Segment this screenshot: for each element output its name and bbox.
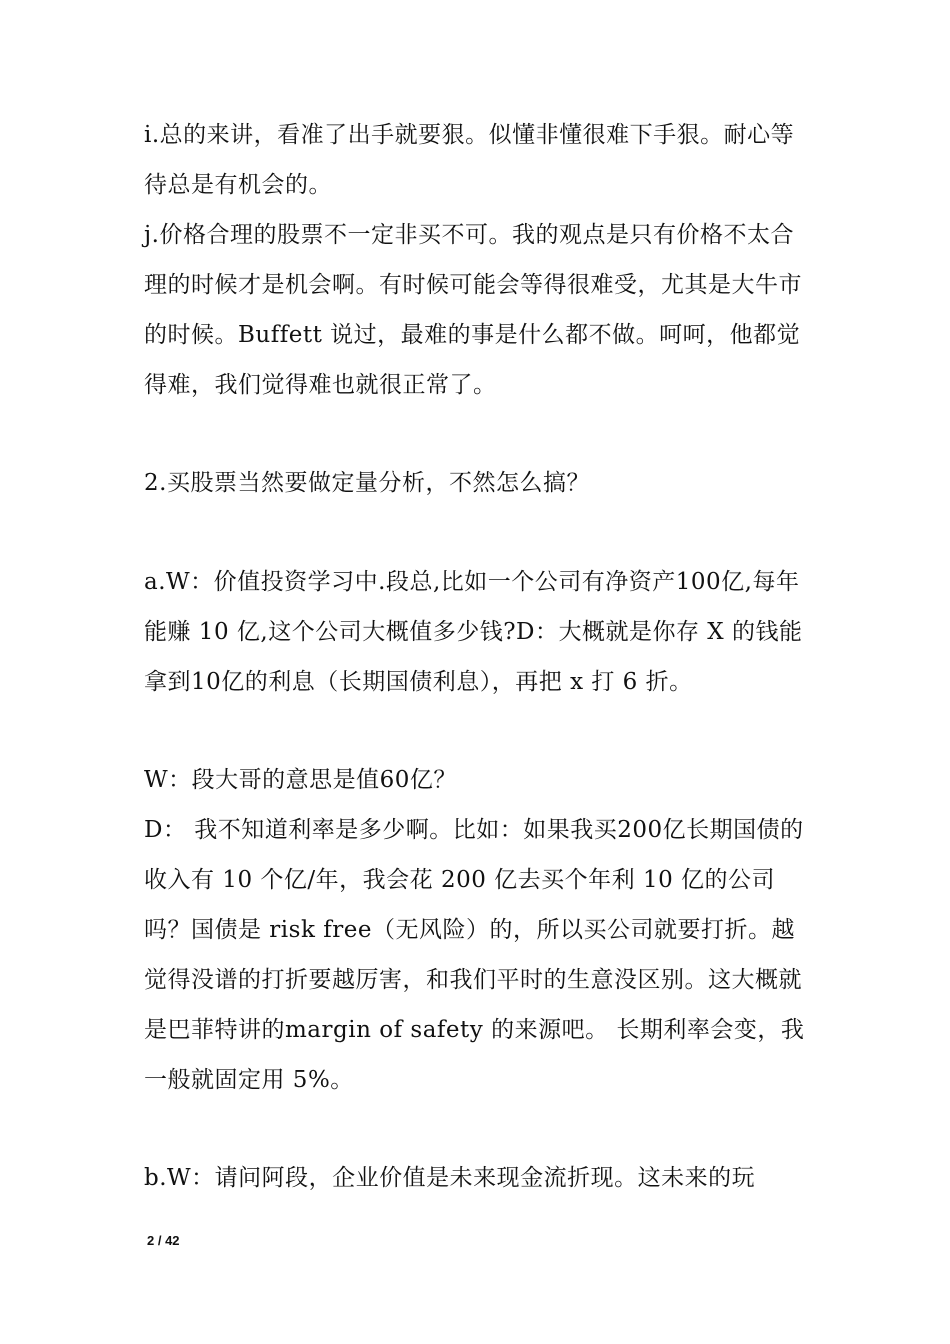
paragraph-d-answer: D： 我不知道利率是多少啊。比如：如果我买200亿长期国债的收入有 10 个亿/年，我会花 200 亿去买个年利 10 亿的公司吗？国债是 risk free（无风险）的，所以买公司就要打折。越觉得没谱的打折要越厉害，和我们平时的生意没区别。这大概就是巴菲特讲的margin of safety 的来源吧。 长期利率会变，我一般就固定用 5%。 bbox=[144, 817, 805, 1093]
paragraph-a: a.W：价值投资学习中.段总,比如一个公司有净资产100亿,每年能赚 10 亿,这个公司大概值多少钱?D：大概就是你存 X 的钱能拿到10亿的利息（长期国债利息），再把 x 打 6 折。 bbox=[144, 569, 803, 695]
paragraph-j: j.价格合理的股票不一定非买不可。我的观点是只有价格不太合理的时候才是机会啊。有时候可能会等得很难受，尤其是大牛市的时候。Buffett 说过，最难的事是什么都不做。呵呵，他都觉得难，我们觉得难也就很正常了。 bbox=[144, 222, 802, 398]
paragraph-b: b.W：请问阿段，企业价值是未来现金流折现。这未来的玩 bbox=[144, 1165, 756, 1191]
paragraph-i: i.总的来讲，看准了出手就要狠。似懂非懂很难下手狠。耐心等待总是有机会的。 bbox=[144, 122, 795, 198]
paragraph-w-question: W：段大哥的意思是值60亿？ bbox=[144, 767, 457, 793]
heading-quantitative-analysis: 2.买股票当然要做定量分析，不然怎么搞？ bbox=[144, 470, 590, 496]
page-number: 2 / 42 bbox=[147, 1233, 180, 1248]
